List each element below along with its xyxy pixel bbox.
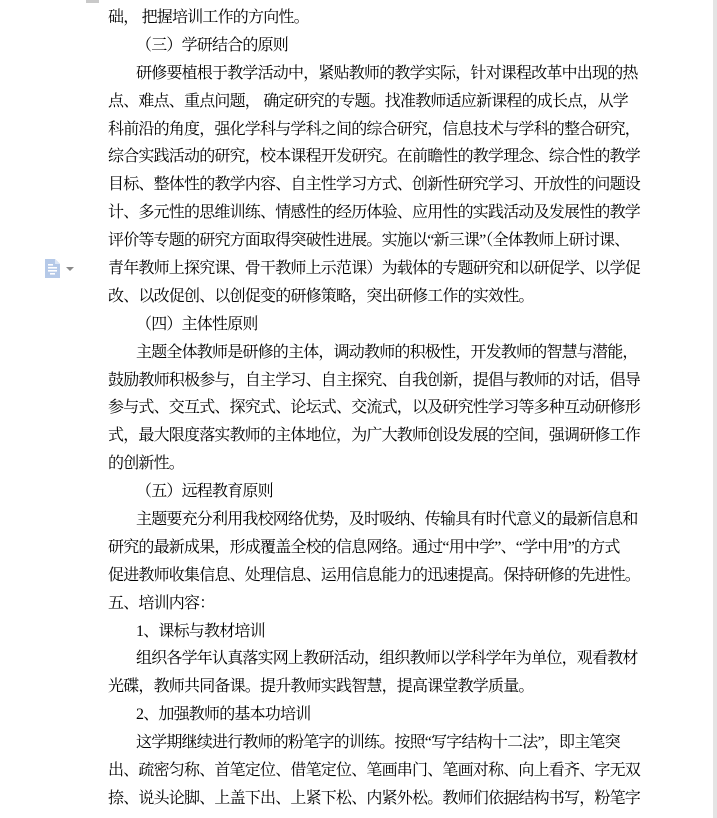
body-text-line[interactable]: 捺、说头论脚、上盖下出、上紧下松、内紧外松。教师们依据结构书写，粉笔字 xyxy=(108,789,641,807)
body-text-line[interactable]: 式，最大限度落实教师的主体地位，为广大教师创设发展的空间，强调研修工作 xyxy=(108,427,641,445)
body-text-line[interactable]: 鼓励教师积极参与，自主学习、自主探究、自我创新，提倡与教师的对话，倡导 xyxy=(108,371,641,389)
body-text-line[interactable]: 目标、整体性的教学内容、自主性学习方式、创新性研究学习、开放性的问题设 xyxy=(108,176,641,194)
body-text-line[interactable]: 组织各学年认真落实网上教研活动，组织教师以学科学年为单位，观看教材 xyxy=(136,650,638,668)
body-text-line[interactable]: 础， 把握培训工作的方向性。 xyxy=(108,9,309,26)
section-heading-line[interactable]: （三）学研结合的原则 xyxy=(136,36,289,54)
body-text-line[interactable]: 出、疏密匀称、首笔定位、借笔定位、笔画串门、笔画对称、向上看齐、字无双 xyxy=(108,762,641,780)
chapter-heading-line[interactable]: 五、培训内容： xyxy=(108,594,215,612)
document-canvas[interactable] xyxy=(108,4,653,813)
body-text-line[interactable]: 青年教师上探究课、骨干教师上示范课）为载体的专题研究和以研促学、以学促 xyxy=(108,260,641,278)
body-text-line[interactable]: 科前沿的角度，强化学科与学科之间的综合研究，信息技术与学科的整合研究， xyxy=(108,120,641,138)
body-text-line[interactable]: 的创新性。 xyxy=(108,455,185,473)
body-text-line[interactable]: 主题全体教师是研修的主体，调动教师的积极性，开发教师的智慧与潜能， xyxy=(136,343,638,361)
body-text-line[interactable]: 研修要植根于教学活动中，紧贴教师的教学实际，针对课程改革中出现的热 xyxy=(136,64,638,82)
cutoff-ui-marker xyxy=(86,0,99,3)
item-heading-line[interactable]: 2、加强教师的基本功培训 xyxy=(136,706,311,724)
body-text-line[interactable]: 促进教师收集信息、处理信息、运用信息能力的迅速提高。保持研修的先进性。 xyxy=(108,566,641,584)
body-text-line[interactable]: 计、多元性的思维训练、情感性的经历体验、应用性的实践活动及发展性的教学 xyxy=(108,204,641,222)
body-text-line[interactable]: 参与式、交互式、探究式、论坛式、交流式，以及研究性学习等多种互动研修形 xyxy=(108,399,641,417)
body-text-line[interactable]: 综合实践活动的研究，校本课程开发研究。在前瞻性的教学理念、综合性的教学 xyxy=(108,148,641,166)
section-heading-line[interactable]: （五）远程教育原则 xyxy=(136,483,273,501)
app-background-edge xyxy=(713,0,717,818)
body-text-line[interactable]: 点、难点、重点问题， 确定研究的专题。找准教师适应新课程的成长点，从学 xyxy=(108,92,629,110)
body-text-line[interactable]: 改、以改促创、以创促变的研修策略，突出研修工作的实效性。 xyxy=(108,287,534,305)
paste-options-dropdown-arrow-icon[interactable] xyxy=(66,267,74,271)
item-heading-line[interactable]: 1、课标与教材培训 xyxy=(136,622,265,640)
paste-options-button[interactable] xyxy=(45,257,79,279)
section-heading-line[interactable]: （四）主体性原则 xyxy=(136,315,258,333)
body-text-line[interactable]: 评价等专题的研究方面取得突破性进展。实施以“新三课”（全体教师上研讨课、 xyxy=(108,232,630,250)
body-text-line[interactable]: 研究的最新成果，形成覆盖全校的信息网络。通过“用中学”、“学中用”的方式 xyxy=(108,538,620,556)
body-text-line[interactable]: 主题要充分利用我校网络优势，及时吸纳、传输具有时代意义的最新信息和 xyxy=(136,511,638,529)
paste-options-icon[interactable] xyxy=(45,259,60,278)
body-text-line[interactable]: 这学期继续进行教师的粉笔字的训练。按照“写字结构十二法”，即主笔突 xyxy=(136,734,620,752)
body-text-line[interactable]: 光碟，教师共同备课。提升教师实践智慧，提高课堂教学质量。 xyxy=(108,678,534,696)
